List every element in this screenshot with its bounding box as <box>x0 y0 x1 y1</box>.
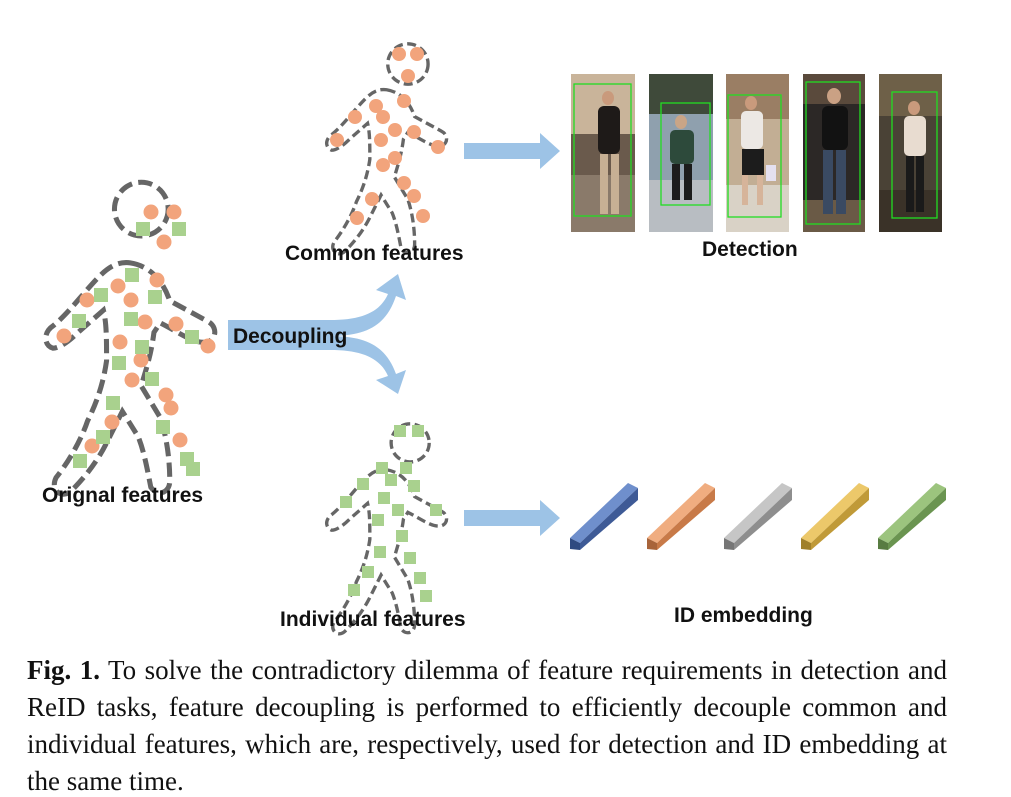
embedding-bar-blue <box>570 483 638 550</box>
individual-features-walker <box>327 424 447 634</box>
detection-image-5 <box>879 74 942 232</box>
caption-prefix: Fig. 1. <box>27 655 101 685</box>
original-features-points <box>57 205 216 477</box>
original-features-label: Orignal features <box>42 484 204 507</box>
embedding-bar-orange <box>647 483 715 550</box>
arrow-to-detection <box>464 133 560 169</box>
embedding-bar-green <box>878 483 946 550</box>
id-embedding-label: ID embedding <box>674 604 813 627</box>
detection-image-3 <box>726 74 789 232</box>
arrow-to-id-embedding <box>464 500 560 536</box>
embedding-bar-yellow <box>801 483 869 550</box>
caption-text: To solve the contradictory dilemma of feature requirements in detection and ReID tasks, feature decoupling is performed to efficiently decouple common and individual features, which are, respectively, used for detection and ID embedding at the same time. <box>27 655 948 796</box>
detection-image-2 <box>649 74 713 232</box>
embedding-bar-gray <box>724 483 792 550</box>
figure-caption <box>27 652 947 797</box>
detection-image-1 <box>571 74 635 232</box>
decoupling-label: Decoupling <box>233 325 348 348</box>
common-features-walker <box>327 44 447 254</box>
common-features-label: Common features <box>285 242 464 265</box>
individual-features-label: Individual features <box>280 608 466 631</box>
detection-label: Detection <box>702 238 798 261</box>
detection-image-4 <box>803 74 865 232</box>
